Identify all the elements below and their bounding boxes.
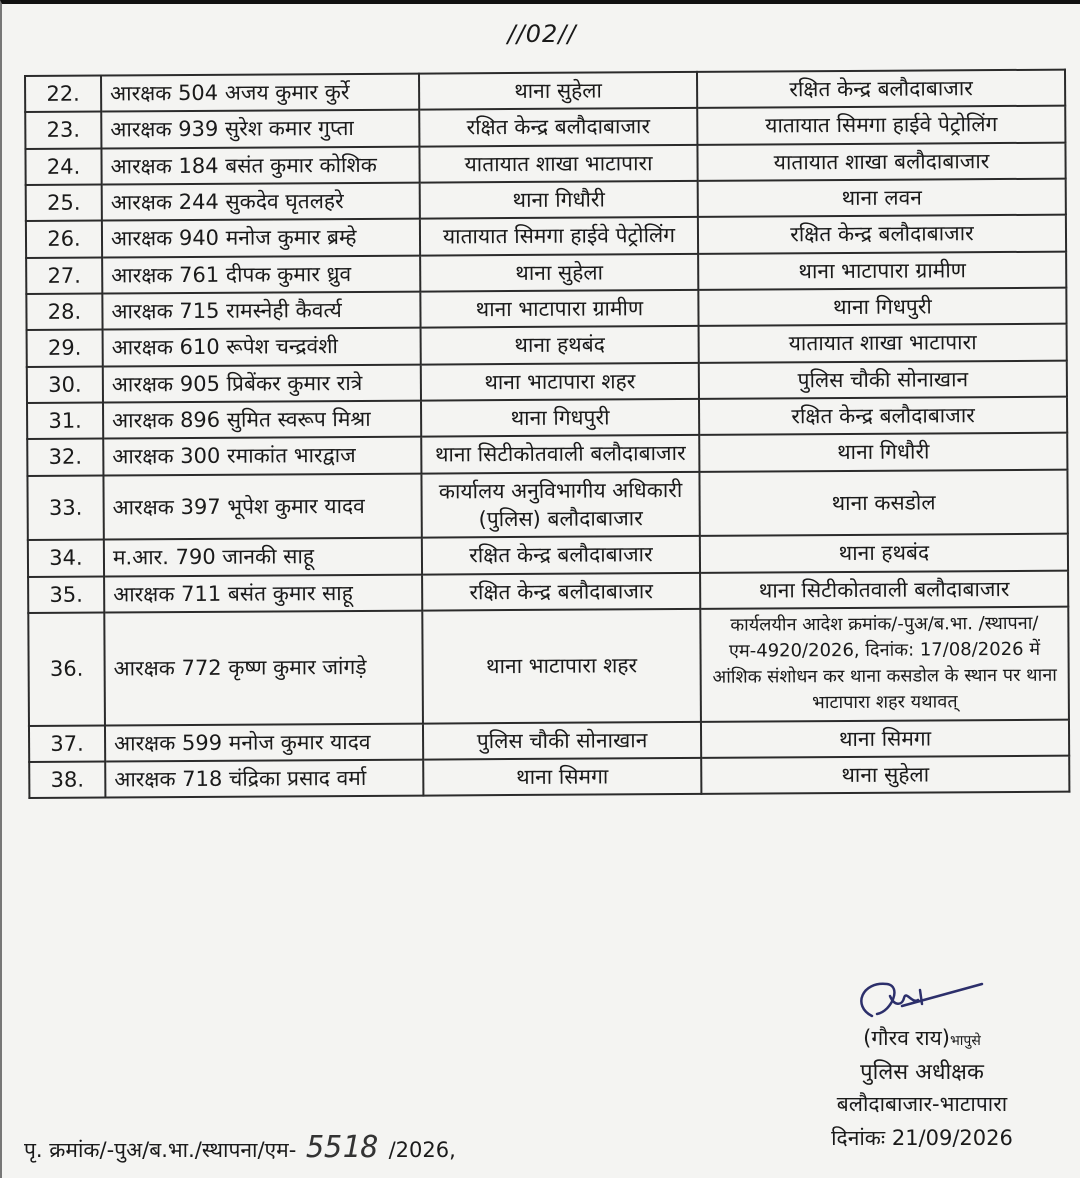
current-posting-cell: कार्यालय अनुविभागीय अधिकारी (पुलिस) बलौदाबाजार <box>421 472 699 538</box>
table-row <box>27 360 1067 403</box>
new-posting-cell: थाना सुहेला <box>701 756 1069 795</box>
table-row <box>26 251 1066 294</box>
current-posting-cell: थाना हथबंद <box>421 326 699 364</box>
new-posting-cell: यातायात शाखा बलौदाबाजार <box>697 142 1065 181</box>
serial-number-cell: 29. <box>27 330 103 367</box>
serial-number-cell: 27. <box>26 257 102 294</box>
current-posting-cell: थाना सुहेला <box>420 254 698 292</box>
table-row <box>28 534 1068 577</box>
transfer-table <box>24 69 1070 800</box>
signatory-designation: पुलिस अधीक्षक <box>860 1060 984 1085</box>
serial-number-cell: 22. <box>25 76 101 113</box>
new-posting-cell: थाना गिधपुरी <box>698 288 1066 327</box>
current-posting-cell: थाना सुहेला <box>419 72 697 110</box>
table-row <box>27 397 1067 440</box>
signatory-name-text: (गौरव राय) <box>863 1026 950 1050</box>
current-posting-cell: रक्षित केन्द्र बलौदाबाजार <box>422 536 700 574</box>
employee-name-cell: आरक्षक 940 मनोज कुमार ब्रम्हे <box>102 219 420 257</box>
new-posting-cell: थाना लवन <box>698 179 1066 218</box>
serial-number-cell: 33. <box>27 475 103 540</box>
new-posting-cell: पुलिस चौकी सोनाखान <box>699 360 1067 399</box>
table-row <box>27 469 1067 540</box>
signature-block <box>802 984 1042 1152</box>
serial-number-cell: 35. <box>28 576 104 613</box>
employee-name-cell: आरक्षक 715 रामस्नेही कैवर्त्य <box>102 292 420 330</box>
table-row <box>28 607 1069 726</box>
new-posting-cell: रक्षित केन्द्र बलौदाबाजार <box>699 397 1067 436</box>
employee-name-cell: आरक्षक 610 रूपेश चन्द्रवंशी <box>103 328 421 366</box>
new-posting-cell: थाना हथबंद <box>700 534 1068 573</box>
transfer-table-body <box>25 70 1069 799</box>
current-posting-cell: थाना सिटीकोतवाली बलौदाबाजार <box>421 435 699 473</box>
new-posting-cell: यातायात शाखा भाटापारा <box>699 324 1067 363</box>
new-posting-cell: थाना गिधौरी <box>699 433 1067 472</box>
employee-name-cell: आरक्षक 599 मनोज कुमार यादव <box>105 723 423 761</box>
new-posting-cell: थाना सिटीकोतवाली बलौदाबाजार <box>700 570 1068 609</box>
current-posting-cell: रक्षित केन्द्र बलौदाबाजार <box>422 573 700 611</box>
employee-name-cell: आरक्षक 761 दीपक कुमार ध्रुव <box>102 255 420 293</box>
endorsement-number: 5518 <box>306 1130 379 1165</box>
employee-name-cell: आरक्षक 184 बसंत कुमार कोशिक <box>101 146 419 184</box>
employee-name-cell: आरक्षक 397 भूपेश कुमार यादव <box>103 473 421 540</box>
table-row <box>27 324 1067 367</box>
current-posting-cell: थाना भाटापारा शहर <box>421 363 699 401</box>
employee-name-cell: आरक्षक 939 सुरेश कमार गुप्ता <box>101 110 419 148</box>
serial-number-cell: 24. <box>25 148 101 185</box>
handwritten-signature <box>832 976 992 1036</box>
employee-name-cell: आरक्षक 772 कृष्ण कुमार जांगड़े <box>104 611 423 725</box>
serial-number-cell: 36. <box>28 613 105 726</box>
new-posting-cell: कार्यलयीन आदेश क्रमांक/-पुअ/ब.भा. /स्थापना/एम-4920/2026, दिनांक: 17/08/2026 में आंशिक संशोधन कर थाना कसडोल के स्थान पर थाना भाटापारा शहर यथावत् <box>700 607 1069 722</box>
signatory-service-tag: भापुसे <box>949 1033 981 1049</box>
employee-name-cell: आरक्षक 711 बसंत कुमार साहू <box>104 574 422 612</box>
new-posting-cell: यातायात सिमगा हाईवे पेट्रोलिंग <box>697 106 1065 145</box>
table-row <box>25 70 1065 113</box>
serial-number-cell: 25. <box>26 185 102 222</box>
current-posting-cell: थाना भाटापारा ग्रामीण <box>420 290 698 328</box>
new-posting-cell: थाना सिमगा <box>701 719 1069 758</box>
current-posting-cell: थाना सिमगा <box>423 758 701 796</box>
serial-number-cell: 30. <box>27 366 103 403</box>
new-posting-cell: थाना भाटापारा ग्रामीण <box>698 251 1066 290</box>
table-row <box>27 433 1067 476</box>
table-row <box>25 106 1065 149</box>
table-row <box>29 719 1069 762</box>
table-row <box>26 288 1066 331</box>
serial-number-cell: 34. <box>28 540 104 577</box>
table-row <box>25 142 1065 185</box>
current-posting-cell: यातायात सिमगा हाईवे पेट्रोलिंग <box>420 217 698 255</box>
employee-name-cell: आरक्षक 718 चंद्रिका प्रसाद वर्मा <box>105 759 423 797</box>
employee-name-cell: आरक्षक 905 प्रिबेंकर कुमार रात्रे <box>103 364 421 402</box>
employee-name-cell: म.आर. 790 जानकी साहू <box>104 538 422 576</box>
serial-number-cell: 26. <box>26 221 102 258</box>
new-posting-cell: थाना कसडोल <box>699 469 1067 536</box>
table-row <box>26 179 1066 222</box>
serial-number-cell: 23. <box>25 112 101 149</box>
serial-number-cell: 28. <box>26 294 102 331</box>
current-posting-cell: थाना भाटापारा शहर <box>422 609 701 723</box>
serial-number-cell: 37. <box>29 725 105 762</box>
employee-name-cell: आरक्षक 504 अजय कुमार कुर्रे <box>101 74 419 112</box>
endorsement-suffix: /2026, <box>388 1138 456 1162</box>
serial-number-cell: 38. <box>29 761 105 798</box>
employee-name-cell: आरक्षक 244 सुकदेव घृतलहरे <box>102 183 420 221</box>
table-row <box>26 215 1066 258</box>
signature-date: दिनांकः 21/09/2026 <box>831 1126 1013 1150</box>
new-posting-cell: रक्षित केन्द्र बलौदाबाजार <box>698 215 1066 254</box>
serial-number-cell: 31. <box>27 403 103 440</box>
signatory-office: बलौदाबाजार-भाटापारा <box>836 1092 1008 1116</box>
current-posting-cell: यातायात शाखा भाटापारा <box>419 145 697 183</box>
new-posting-cell: रक्षित केन्द्र बलौदाबाजार <box>697 70 1065 109</box>
current-posting-cell: थाना गिधपुरी <box>421 399 699 437</box>
endorsement-prefix: पृ. क्रमांक/-पुअ/ब.भा./स्थापना/एम- <box>24 1138 297 1162</box>
table-row <box>29 756 1069 799</box>
current-posting-cell: रक्षित केन्द्र बलौदाबाजार <box>419 108 697 146</box>
current-posting-cell: पुलिस चौकी सोनाखान <box>423 721 701 759</box>
current-posting-cell: थाना गिधौरी <box>420 181 698 219</box>
employee-name-cell: आरक्षक 896 सुमित स्वरूप मिश्रा <box>103 401 421 439</box>
endorsement-line <box>24 1130 456 1165</box>
serial-number-cell: 32. <box>27 439 103 476</box>
employee-name-cell: आरक्षक 300 रमाकांत भारद्वाज <box>103 437 421 475</box>
page-number: //02// <box>507 20 577 48</box>
